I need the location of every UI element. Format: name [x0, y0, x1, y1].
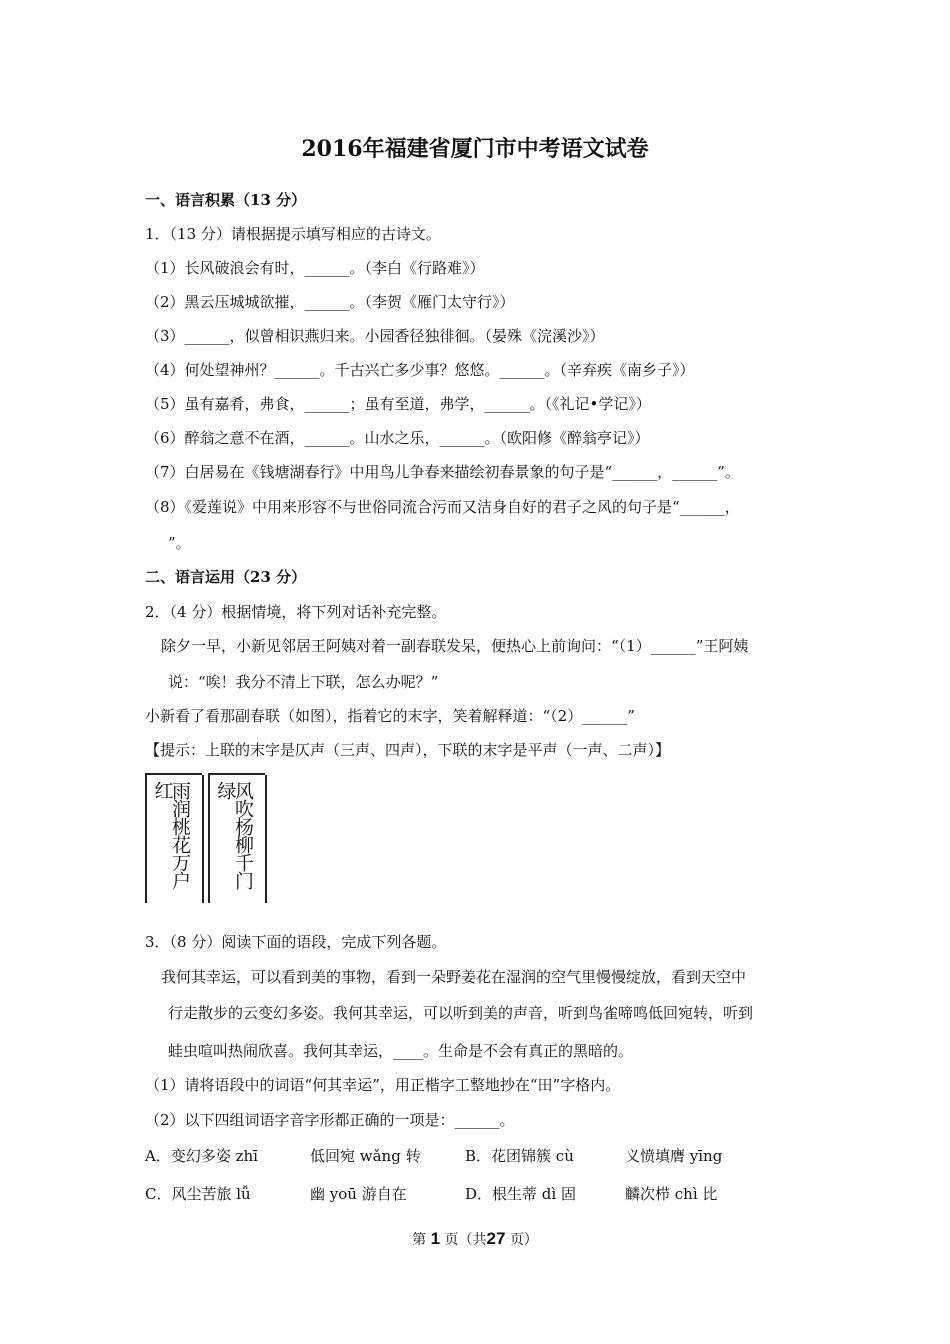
- option-a-2: 低回宛 wǎng 转: [310, 1147, 421, 1165]
- question-2: 2．（4 分）根据情境，将下列对话补充完整。: [145, 603, 447, 621]
- footer-prefix: 第: [412, 1232, 427, 1248]
- q1-item-4: （4）何处望神州？______。千古兴亡多少事？悠悠。______。（辛弃疾《南乡子》）: [145, 361, 695, 379]
- question-1: 1．（13 分）请根据提示填写相应的古诗文。: [145, 225, 441, 243]
- couplet-upper-text: 雨润桃花万户红: [151, 781, 191, 889]
- q2-hint: 【提示：上联的末字是仄声（三声、四声），下联的末字是平声（一声、二声）】: [145, 741, 671, 759]
- q1-item-5: （5）虽有嘉肴，弗食，______；虽有至道，弗学，______。（《礼记•学记》）: [145, 395, 651, 413]
- section-heading-1: 一、语言积累（13 分）: [145, 191, 307, 209]
- option-d-1: D．根生蒂 dì 固: [465, 1185, 576, 1203]
- couplet-lower: [208, 773, 265, 903]
- q1-item-1: （1）长风破浪会有时，______。（李白《行路难》）: [145, 259, 485, 277]
- option-c-2: 幽 yoū 游自在: [310, 1185, 407, 1203]
- option-a-1: A．变幻多姿 zhī: [145, 1147, 258, 1165]
- q1-item-8: （8）《爱莲说》中用来形容不与世俗同流合污而又洁身自好的君子之风的句子是“______，: [145, 498, 740, 516]
- q3-passage-2: 行走散步的云变幻多姿。我何其幸运，可以听到美的声音，听到鸟雀啼鸣低回宛转，听到: [168, 1004, 754, 1022]
- question-3: 3．（8 分）阅读下面的语段，完成下列各题。: [145, 933, 447, 951]
- q1-item-2: （2）黑云压城城欲摧，______。（李贺《雁门太守行》）: [145, 293, 515, 311]
- q3-sub-1: （1）请将语段中的词语“何其幸运”，用正楷字工整地抄在“田”字格内。: [145, 1076, 621, 1094]
- q2-line-1: 除夕一早，小新见邻居王阿姨对着一副春联发呆，便热心上前询问：“（1）______”王阿姨: [161, 637, 749, 655]
- page-title: 2016年福建省厦门市中考语文试卷: [301, 136, 649, 162]
- footer-middle: 页（共: [444, 1232, 487, 1248]
- q1-item-8-cont: ”。: [168, 534, 191, 552]
- option-d-2: 麟次栉 chì 比: [625, 1185, 718, 1203]
- footer-total-pages: 27: [486, 1229, 506, 1248]
- q3-passage-3: 蛙虫喧叫热闹欣喜。我何其幸运，____。生命是不会有真正的黑暗的。: [168, 1042, 634, 1060]
- couplet-upper: [145, 773, 202, 903]
- q2-line-3: 小新看了看那副春联（如图），指着它的末字，笑着解释道：“（2）______”: [145, 707, 635, 725]
- option-b-2: 义愤填膺 yīng: [625, 1147, 723, 1165]
- footer-page-number: 1: [430, 1229, 441, 1248]
- footer-suffix: 页）: [509, 1232, 538, 1248]
- q3-passage-1: 我何其幸运，可以看到美的事物，看到一朵野姜花在湿润的空气里慢慢绽放，看到天空中: [161, 968, 747, 986]
- page-footer: [0, 1228, 950, 1251]
- q1-item-6: （6）醉翁之意不在酒，______。山水之乐，______。（欧阳修《醉翁亭记》）: [145, 429, 650, 447]
- couplet-lower-text: 风吹杨柳千门绿: [214, 781, 254, 889]
- section-heading-2: 二、语言运用（23 分）: [145, 568, 307, 586]
- q1-item-7: （7）白居易在《钱塘湖春行》中用鸟儿争春来描绘初春景象的句子是“______，______”。: [145, 463, 740, 481]
- q3-sub-2: （2）以下四组词语字音字形都正确的一项是：______。: [145, 1111, 515, 1129]
- q1-item-3: （3）______，似曾相识燕归来。小园香径独徘徊。（晏殊《浣溪沙》）: [145, 327, 605, 345]
- q2-line-2: 说：“唉！我分不清上下联，怎么办呢？”: [168, 673, 439, 691]
- option-b-1: B．花团锦簇 cù: [465, 1147, 574, 1165]
- option-c-1: C．风尘苦旅 lǚ: [145, 1185, 251, 1203]
